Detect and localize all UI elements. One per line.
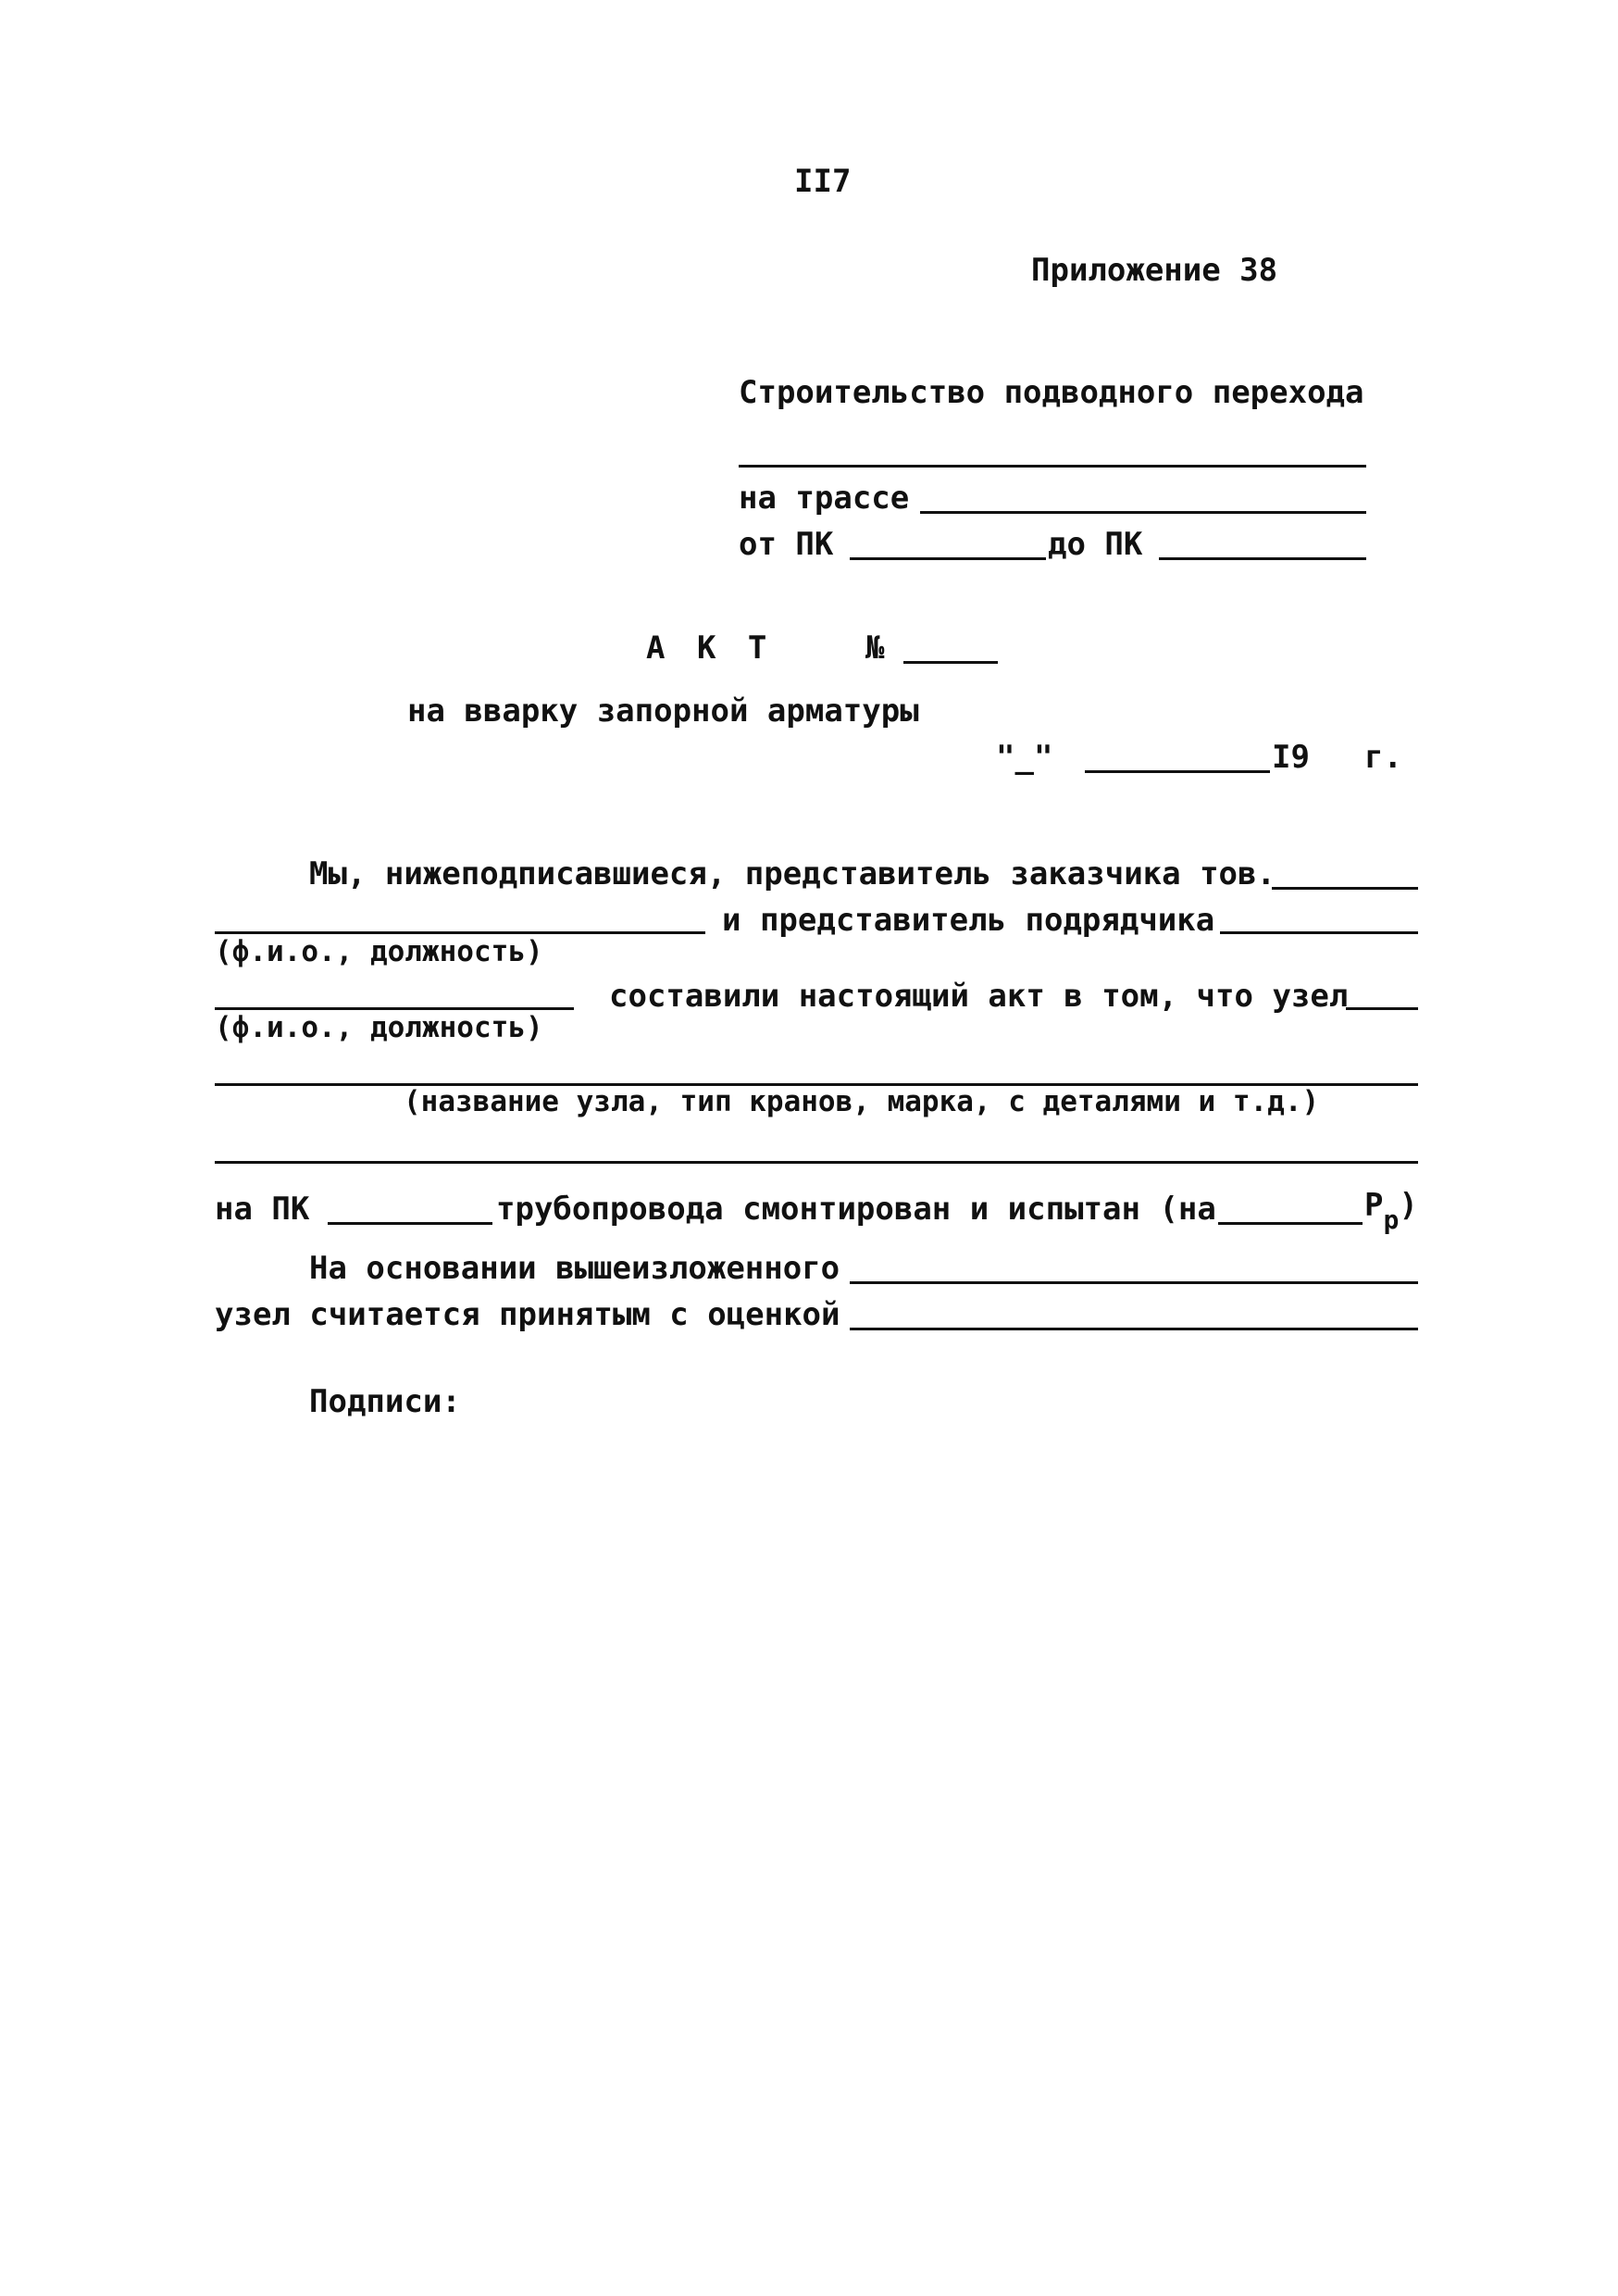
from-pk-label: от ПК [739, 526, 834, 563]
contractor-rep-name-line[interactable] [215, 1007, 574, 1010]
contractor-rep-line[interactable] [1220, 931, 1418, 934]
akt-subtitle: на вварку запорной арматуры [407, 693, 919, 730]
page-number: II7 [794, 163, 852, 200]
pk-prefix: на ПК [215, 1191, 310, 1228]
pk-number-line[interactable] [328, 1222, 492, 1225]
body-line-2: и представитель подрядчика [722, 902, 1215, 939]
date-year-suffix: г. [1364, 739, 1402, 776]
to-pk-label: до ПК [1048, 526, 1143, 563]
construction-label: Строительство подводного перехода [739, 374, 1364, 411]
node-description-line-2[interactable] [215, 1161, 1418, 1164]
customer-rep-line[interactable] [1272, 887, 1418, 890]
date-month-line[interactable] [1085, 770, 1270, 773]
caption-node-description: (название узла, тип кранов, марка, с деталями и т.д.) [404, 1085, 1320, 1118]
date-day-quotes: "_" [996, 739, 1053, 776]
customer-rep-name-line[interactable] [215, 931, 705, 934]
date-year-prefix: I9 [1272, 739, 1310, 776]
route-line[interactable] [920, 511, 1366, 514]
pk-text: трубопровода смонтирован и испытан (на [496, 1191, 1216, 1228]
pressure-value-line[interactable] [1218, 1222, 1363, 1225]
number-sign: № [865, 630, 885, 667]
akt-number-line[interactable] [903, 661, 998, 664]
appendix-label: Приложение 38 [1031, 252, 1278, 289]
node-line-short[interactable] [1346, 1007, 1418, 1010]
construction-name-line[interactable] [739, 465, 1366, 468]
body-line-1: Мы, нижеподписавшиеся, представитель заказчика тов. [309, 855, 1276, 892]
body-line-3: составили настоящий акт в том, что узел [609, 978, 1349, 1015]
caption-fio-1: (ф.и.о., должность) [215, 935, 543, 968]
basis-text: На основании вышеизложенного [309, 1250, 840, 1287]
pressure-symbol: $P_р$) [1364, 1187, 1418, 1235]
signatures-label: Подписи: [309, 1383, 461, 1420]
akt-title: А К Т [646, 630, 767, 667]
accepted-text: узел считается принятым с оценкой [215, 1296, 840, 1333]
caption-fio-2: (ф.и.о., должность) [215, 1011, 543, 1044]
grade-line[interactable] [850, 1328, 1418, 1330]
route-label: на трассе [739, 480, 910, 517]
to-pk-line[interactable] [1159, 557, 1366, 560]
basis-line[interactable] [850, 1281, 1418, 1284]
from-pk-line[interactable] [850, 557, 1046, 560]
